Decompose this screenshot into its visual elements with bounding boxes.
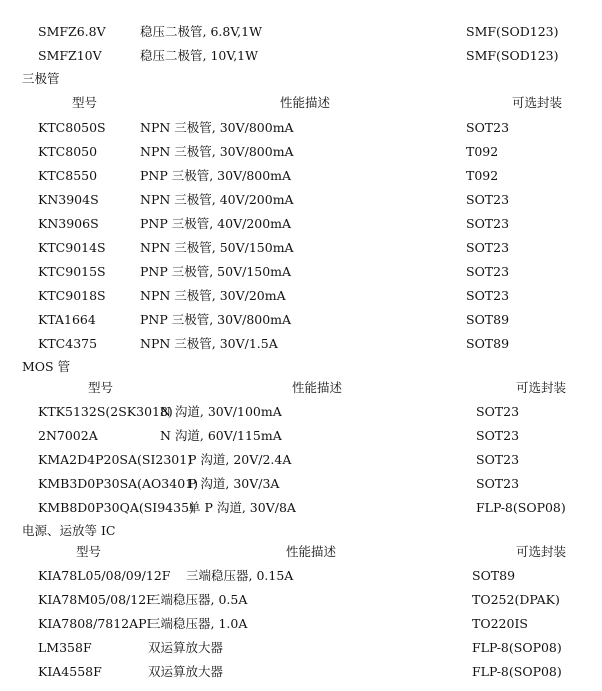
description-cell: 三端稳压器, 0.5A	[148, 592, 248, 607]
model-cell: KTC8550	[38, 168, 98, 183]
table-row	[0, 426, 602, 446]
description-cell: PNP 三极管, 30V/800mA	[140, 168, 292, 183]
table-row	[0, 22, 602, 42]
description-cell: P 沟道, 30V/3A	[188, 476, 280, 491]
header-package: 可选封装	[512, 95, 563, 110]
model-cell: KN3904S	[38, 192, 99, 207]
section-title: MOS 管	[22, 359, 71, 374]
table-row	[0, 118, 602, 138]
package-cell: FLP-8(SOP08)	[476, 500, 566, 515]
package-cell: T092	[466, 168, 499, 183]
description-cell: 三端稳压器, 0.15A	[186, 568, 294, 583]
package-cell: SMF(SOD123)	[466, 48, 559, 63]
table-header	[0, 93, 602, 113]
package-cell: SOT23	[466, 240, 510, 255]
description-cell: PNP 三极管, 30V/800mA	[140, 312, 292, 327]
table-row	[0, 498, 602, 518]
description-cell: N 沟道, 30V/100mA	[160, 404, 282, 419]
table-row	[0, 310, 602, 330]
header-model: 型号	[76, 544, 102, 559]
description-cell: 单 P 沟道, 30V/8A	[188, 500, 296, 515]
table-row	[0, 334, 602, 354]
package-cell: SOT23	[476, 452, 520, 467]
model-cell: KTK5132S(2SK3018)	[38, 404, 173, 419]
header-description: 性能描述	[280, 95, 331, 110]
header-package: 可选封装	[516, 380, 567, 395]
description-cell: 双运算放大器	[148, 664, 224, 679]
table-row	[0, 450, 602, 470]
package-cell: SOT23	[466, 264, 510, 279]
model-cell: KTA1664	[38, 312, 96, 327]
header-description: 性能描述	[286, 544, 337, 559]
model-cell: KMA2D4P20SA(SI2301)	[38, 452, 193, 467]
table-row	[0, 638, 602, 658]
table-row	[0, 402, 602, 422]
description-cell: 稳压二极管, 6.8V,1W	[140, 24, 262, 39]
package-cell: SOT23	[476, 476, 520, 491]
table-header	[0, 378, 602, 398]
model-cell: LM358F	[38, 640, 92, 655]
table-row	[0, 166, 602, 186]
description-cell: NPN 三极管, 30V/800mA	[140, 120, 294, 135]
header-model: 型号	[88, 380, 114, 395]
table-row	[0, 474, 602, 494]
package-cell: SOT23	[466, 192, 510, 207]
table-row	[0, 262, 602, 282]
description-cell: NPN 三极管, 30V/800mA	[140, 144, 294, 159]
description-cell: NPN 三极管, 30V/1.5A	[140, 336, 278, 351]
package-cell: TO220IS	[472, 616, 528, 631]
package-cell: SOT23	[466, 288, 510, 303]
table-row	[0, 142, 602, 162]
header-package: 可选封装	[516, 544, 567, 559]
model-cell: KN3906S	[38, 216, 99, 231]
model-cell: KIA78M05/08/12F	[38, 592, 155, 607]
package-cell: SOT23	[476, 428, 520, 443]
table-row	[0, 566, 602, 586]
description-cell: NPN 三极管, 30V/20mA	[140, 288, 286, 303]
model-cell: KIA4558F	[38, 664, 102, 679]
description-cell: P 沟道, 20V/2.4A	[188, 452, 292, 467]
model-cell: SMFZ10V	[38, 48, 102, 63]
model-cell: KTC9018S	[38, 288, 106, 303]
table-row	[0, 46, 602, 66]
package-cell: SOT23	[466, 216, 510, 231]
model-cell: KMB3D0P30SA(AO3401)	[38, 476, 198, 491]
description-cell: PNP 三极管, 40V/200mA	[140, 216, 292, 231]
model-cell: KTC4375	[38, 336, 98, 351]
section-title: 三极管	[22, 71, 60, 86]
table-row	[0, 662, 602, 682]
section-title: 电源、运放等 IC	[22, 523, 116, 538]
package-cell: SOT23	[476, 404, 520, 419]
header-model: 型号	[72, 95, 98, 110]
model-cell: KTC9015S	[38, 264, 106, 279]
model-cell: KIA7808/7812API	[38, 616, 152, 631]
description-cell: NPN 三极管, 40V/200mA	[140, 192, 294, 207]
model-cell: SMFZ6.8V	[38, 24, 106, 39]
model-cell: KMB8D0P30QA(SI9435)	[38, 500, 194, 515]
package-cell: T092	[466, 144, 499, 159]
table-row	[0, 590, 602, 610]
description-cell: 双运算放大器	[148, 640, 224, 655]
model-cell: 2N7002A	[38, 428, 98, 443]
package-cell: SOT89	[466, 336, 510, 351]
model-cell: KTC8050	[38, 144, 98, 159]
table-row	[0, 214, 602, 234]
package-cell: SOT23	[466, 120, 510, 135]
package-cell: SOT89	[466, 312, 510, 327]
table-row	[0, 190, 602, 210]
table-header	[0, 542, 602, 562]
package-cell: SOT89	[472, 568, 516, 583]
table-row	[0, 286, 602, 306]
package-cell: FLP-8(SOP08)	[472, 640, 562, 655]
package-cell: TO252(DPAK)	[472, 592, 560, 607]
header-description: 性能描述	[292, 380, 343, 395]
table-row	[0, 614, 602, 634]
package-cell: SMF(SOD123)	[466, 24, 559, 39]
model-cell: KIA78L05/08/09/12F	[38, 568, 171, 583]
description-cell: PNP 三极管, 50V/150mA	[140, 264, 292, 279]
table-row	[0, 238, 602, 258]
description-cell: NPN 三极管, 50V/150mA	[140, 240, 294, 255]
package-cell: FLP-8(SOP08)	[472, 664, 562, 679]
description-cell: N 沟道, 60V/115mA	[160, 428, 282, 443]
model-cell: KTC9014S	[38, 240, 106, 255]
description-cell: 稳压二极管, 10V,1W	[140, 48, 258, 63]
model-cell: KTC8050S	[38, 120, 106, 135]
description-cell: 三端稳压器, 1.0A	[148, 616, 248, 631]
